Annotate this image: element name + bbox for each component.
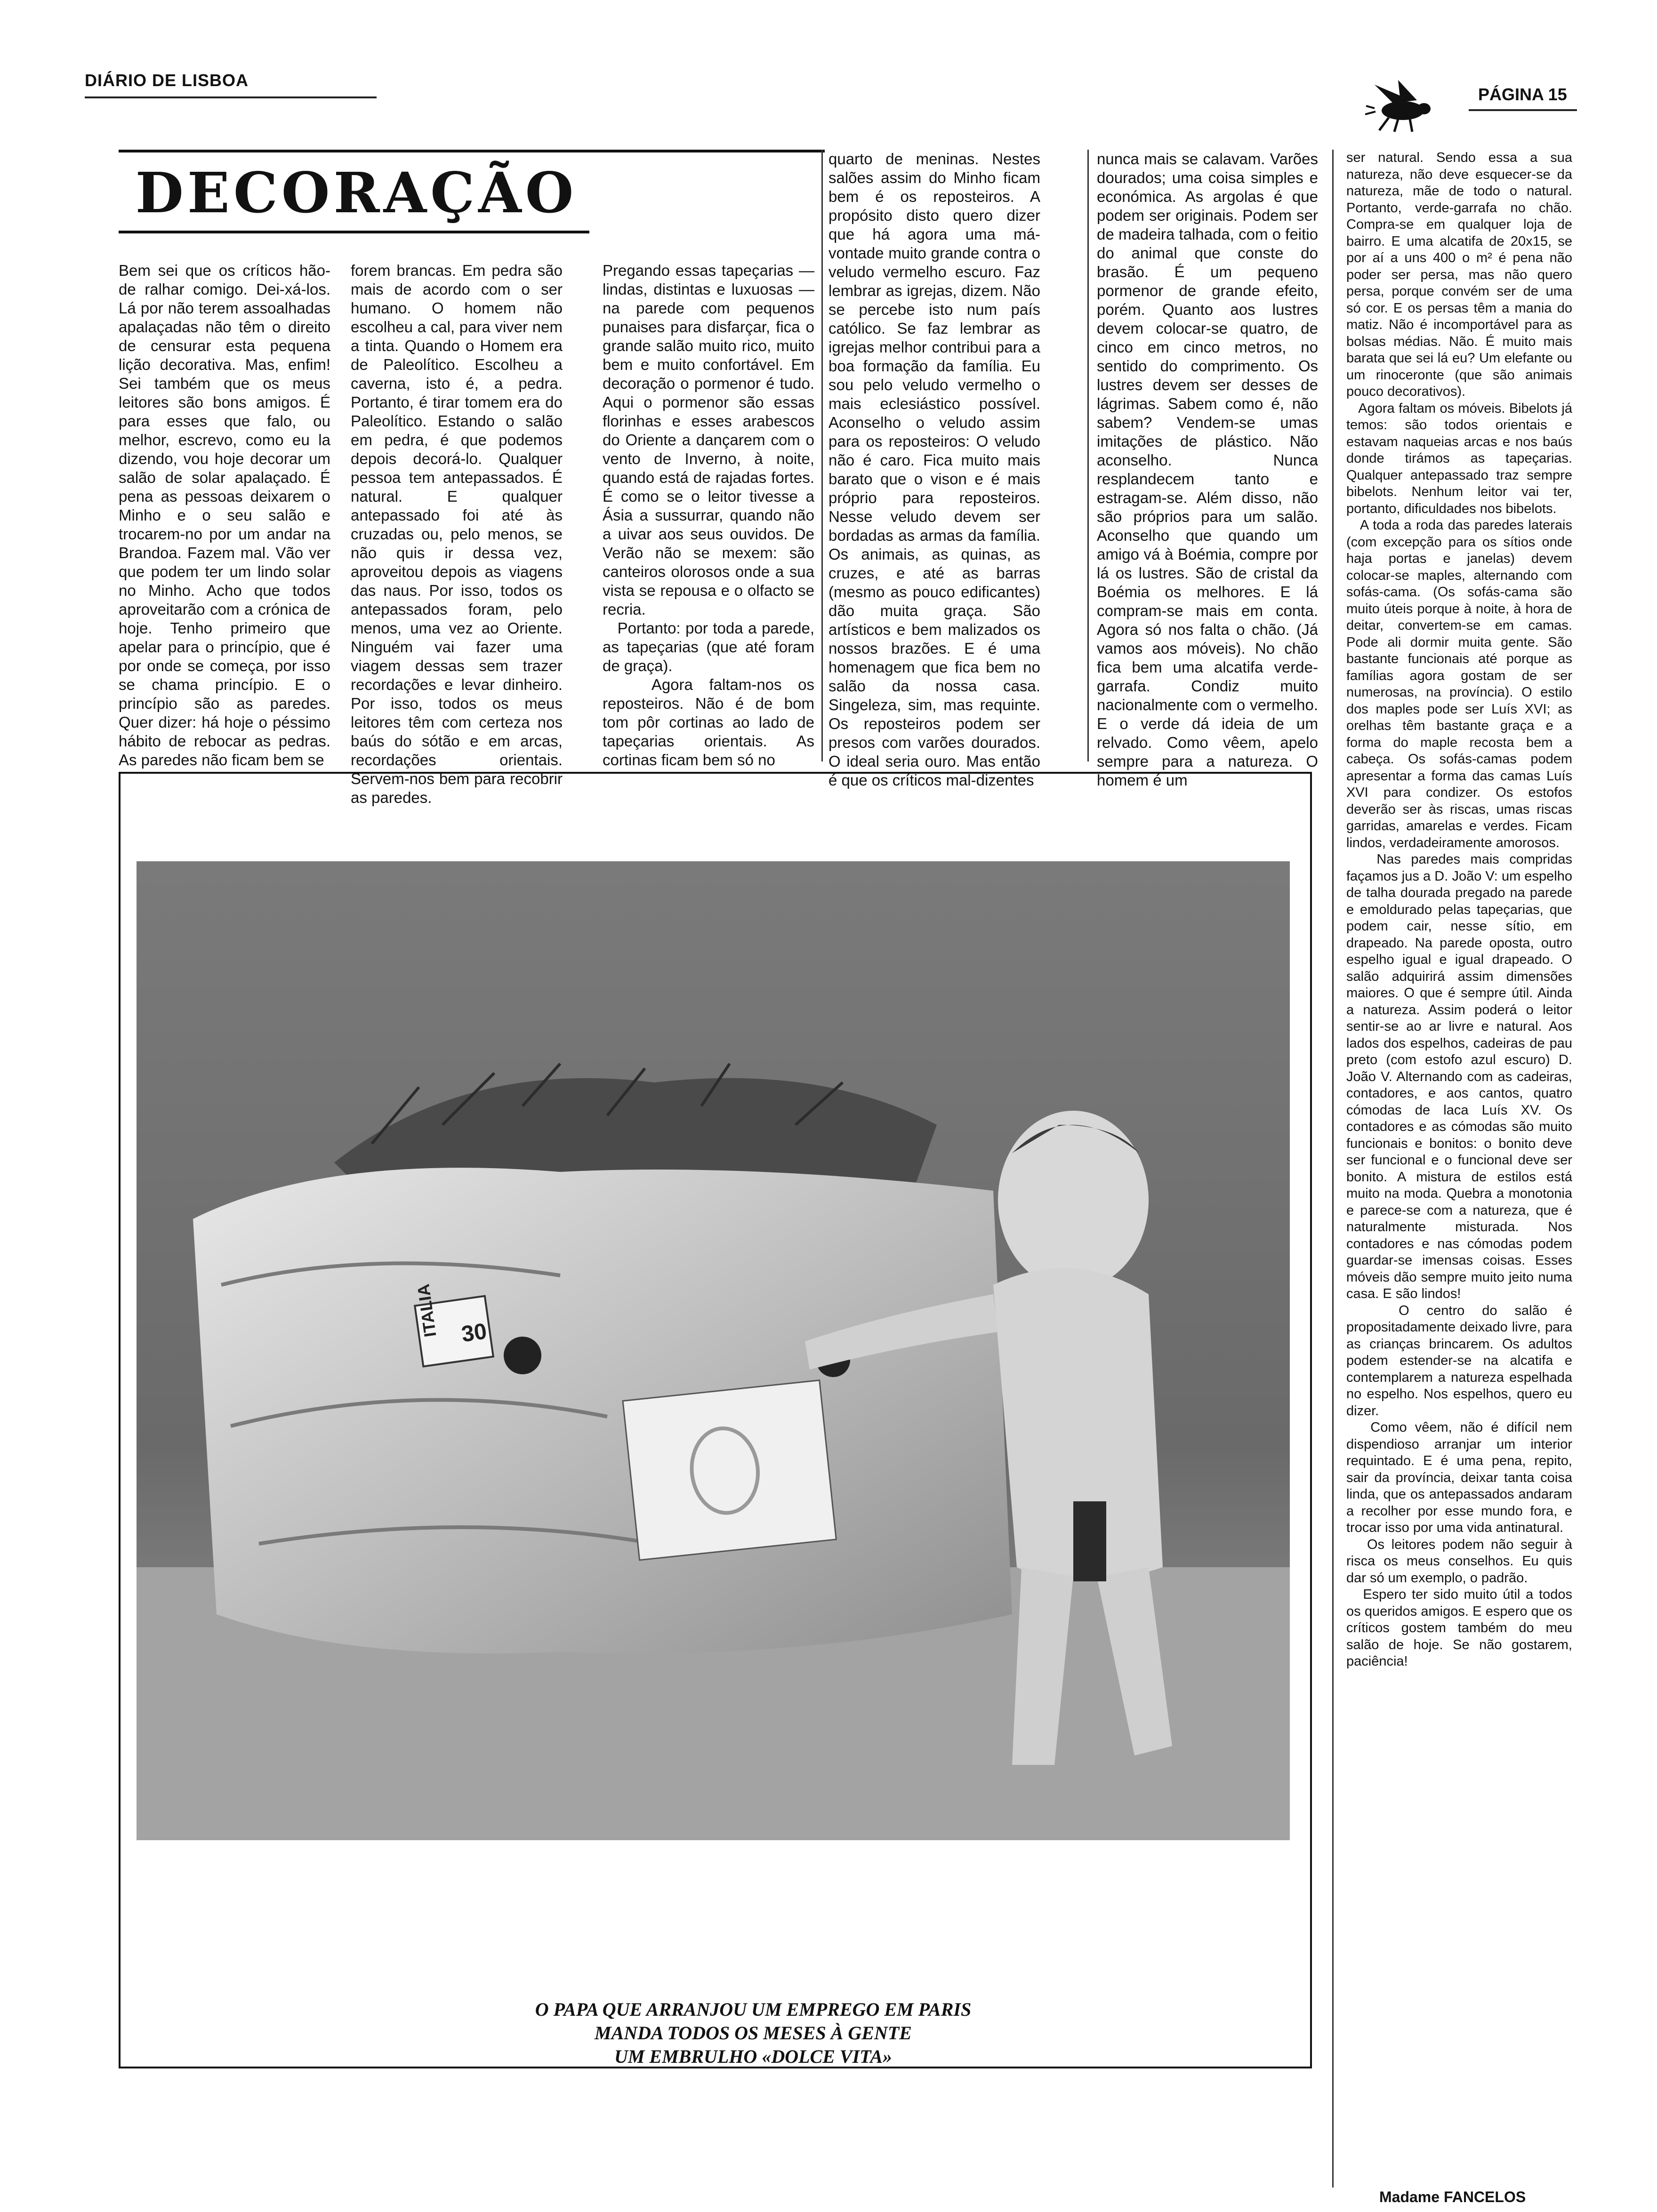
photograph-child-with-package (137, 861, 1290, 1840)
caption-line: MANDA TODOS OS MESES À GENTE (595, 2022, 912, 2044)
package-label: ITALIA (413, 1282, 440, 1338)
title-rule-top (119, 150, 825, 152)
page-rule (1469, 109, 1577, 111)
caption-line: O PAPA QUE ARRANJOU UM EMPREGO EM PARIS (535, 1999, 972, 2020)
column-rule (1087, 150, 1089, 761)
page-number: PÁGINA 15 (1478, 85, 1567, 104)
package-tag: 30 (460, 1319, 489, 1347)
caption-line: UM EMBRULHO «DOLCE VITA» (614, 2046, 893, 2067)
article-column-5: nunca mais se calavam. Varões dourados; uma coisa simples e económica. As argolas é que podem ser originais. Podem ser de madeira talhada, com o feitio do animal que conste do brasão. É um pequeno pormenor de grande efeito, porém. Quanto aos lustres devem colocar-se quatro, de cinco em cinco metros, no sentido do comprimento. Os lustres devem ser desses de lágrimas. Sabem como é, não sabem? Vendem-se umas imitações de plástico. Não aconselho. Nunca resplandecem tanto e estragam-se. Além disso, não são próprios para um salão. Aconselho que quando um amigo vá à Boémia, compre por lá os lustres. São de cristal da Boémia os melhores. E lá compram-se mais em conta. Agora só nos falta o chão. (Já vamos aos móveis). No chão fica bem uma alcatifa verde-garrafa. Condiz muito nacionalmente com o vermelho. E o verde dá ideia de um relvado. Como vêem, apelo sempre para a natureza. O homem é um (1097, 150, 1323, 789)
article-column-3: Pregando essas tapeçarias — lindas, distintas e luxuosas — na parede com pequenos punaises para disfarçar, fica o grande salão muito rico, muito bem e muito confortável. Em decoração o pormenor é tudo. Aqui o pormenor são essas florinhas e esses arabescos do Oriente a dançarem com o vento de Inverno, à noite, quando está de rajadas fortes. É como se o leitor tivesse a Ásia a sussurrar, quando não a uivar aos seus ouvidos. De Verão não se mexem: são canteiros olorosos onde a sua vista se repousa e o olfacto se recria. Portanto: por toda a parede, as tapeçarias (que até foram de graça). Agora faltam-nos os reposteiros. Não é de bom tom pôr cortinas ao lado de tapeçarias orientais. As cortinas ficam bem só no (603, 262, 814, 769)
title-rule-bottom (119, 231, 589, 233)
newspaper-name: DIÁRIO DE LISBOA (85, 71, 249, 90)
fly-icon (1365, 78, 1440, 134)
masthead-rule (85, 96, 377, 98)
column-rule (821, 150, 823, 761)
photo-caption (471, 1998, 1036, 2068)
article-column-6: ser natural. Sendo essa a sua natureza, não deve esquecer-se da natureza, mãe de todo o natural. Portanto, verde-garrafa no chão. Compra-se em qualquer loja de bairro. E uma alcatifa de 20x15, se por aí a uns 400 o m² é pena não poder ser persa, mas não quero persa, porque convém ser de uma só cor. E os persas têm a mania do matiz. Não é incomportável para as bolsas médias. Não. É muito mais barata que sei lá eu? Um elefante ou um rinoceronte (que são animais pouco decorativos). Agora faltam os móveis. Bibelots já temos: são todos orientais e estavam naqueias arcas e nos baús donde tirámos as tapeçarias. Qualquer antepassado traz sempre bibelots. Nenhum leitor vai ter, portanto, dificuldades nos bibelots. A toda a roda das paredes laterais (com excepção para os sítios onde haja portas e janelas) devem colocar-se maples, alternando com sofás-cama. (Os sofás-cama são muito úteis porque à noite, à hora de deitar, convertem-se em camas. Pode ali dormir muita gente. São bastante funcionais até porque as famílias agora gostam de ser numerosas, na província). O estilo dos maples pode ser Luís XVI; as orelhas têm bastante graça e a forma do maple recosta bem a cabeça. Os sofás-camas podem apresentar a forma das camas Luís XVI para condizer. Os estofos deverão ser às riscas, umas riscas garridas, amarelas e verdes. Ficam lindos, verdadeiramente amorosos. Nas paredes mais compridas façamos jus a D. João V: um espelho de talha dourada pregado na parede e emoldurado pelas tapeçarias, que podem cair, nesse sítio, em drapeado. Na parede oposta, outro espelho igual e igual drapeado. O salão adquirirá assim dimensões maiores. O que é sempre útil. Ainda a natureza. Assim poderá o leitor sentir-se ao ar livre e natural. Aos lados dos espelhos, cadeiras de pau preto (com estofo azul escuro) D. João V. Alternando com as cadeiras, contadores, e aos cantos, quatro cómodas de laca Luís XV. Os contadores e as cómodas são muito funcionais e bonitos: o bonito deve ser funcional e o funcional deve ser bonito. A mistura de estilos está muito na moda. Quebra a monotonia e parece-se com a natureza, que é naturalmente misturada. Nos contadores e nas cómodas podem guardar-se imensas coisas. Esses móveis dão sempre muito jeito numa casa. E são lindos! O centro do salão é propositadamente deixado livre, para as crianças brincarem. Os adultos podem estender-se na alcatifa e contemplarem a natureza espelhada no espelho. Nos espelhos, quero eu dizer. Como vêem, não é difícil nem dispendioso arranjar um interior requintado. E é uma pena, repito, sair da província, deixar tanta coisa linda, que os antepassados andaram a recolher por esse mundo fora, e trocar isso por uma vida antinatural. Os leitores podem não seguir à risca os meus conselhos. Eu quis dar só um exemplo, o padrão. Espero ter sido muito útil a todos os queridos amigos. E espero que os críticos gostem também do meu salão de hoje. Se não gostarem, paciência! (1346, 150, 1573, 1669)
article-column-1: Bem sei que os críticos hão-de ralhar comigo. Dei-xá-los. Lá por não terem assoalhadas apalaçadas não têm o direito de censurar esta pequena lição decorativa. Mas, enfim! Sei também que os meus leitores são bons amigos. É para esses que falo, ou melhor, escrevo, como eu la dizendo, vou hoje decorar um salão de solar apalaçado. É pena as pessoas deixarem o Minho e o seu salão e trocarem-no por um andar na Brandoa. Fazem mal. Vão ver que podem ter um lindo solar no Minho. Acho que todos aproveitarão com a crónica de hoje. Tenho primeiro que apelar para o princípio, que é por onde se começa, por isso se chama princípio. E o princípio são as paredes. Quer dizer: há hoje o péssimo hábito de rebocar as pedras. As paredes não ficam bem se (119, 262, 335, 769)
column-rule (1332, 150, 1334, 2188)
author-signature: Madame FANCELOS (1379, 2188, 1526, 2205)
article-column-4: quarto de meninas. Nestes salões assim do Minho ficam bem é os reposteiros. A propósito disto quero dizer que há agora uma má-vontade muito grande contra o veludo vermelho escuro. Faz lembrar as igrejas, dizem. Não se percebe isto num país católico. Se faz lembrar as igrejas melhor contribui para a boa formação da família. Eu sou pelo veludo vermelho o mais eclesiástico possível. Aconselho o veludo assim para os reposteiros: O veludo não é caro. Fica muito mais barato que o vison e é mais próprio para reposteiros. Nesse veludo devem ser bordadas as armas da família. Os animais, as quinas, as cruzes, e até as barras (mesmo as pouco edificantes) dão muita graça. São artísticos e bem malizados os nossos brazões. E é uma homenagem que fica bem no salão da nossa casa. Singeleza, sim, mas requinte. Os reposteiros podem ser presos com varões dourados. O ideal seria ouro. Mas então é que os críticos mal-dizentes (828, 150, 1045, 789)
article-title: DECORAÇÃO (135, 160, 578, 225)
article-column-2: forem brancas. Em pedra são mais de acordo com o ser humano. O homem não escolheu a cal, para viver nem a tinta. Quando o Homem era de Paleolítico. Escolheu a caverna, isto é, a pedra. Portanto, é tirar tomem era do Paleolítico. Estando o salão em pedra, é que podemos depois decorá-lo. Qualquer pessoa tem antepassados. É natural. E qualquer antepassado foi até às cruzadas ou, pelo menos, se não quis ir dessa vez, aproveitou depois as viagens das naus. Por isso, todos os antepassados foram, pelo menos, uma vez ao Oriente. Ninguém vai fazer uma viagem dessas sem trazer recordações e levar dinheiro. Por isso, todos os meus leitores têm com certeza nos baús do sótão e em arcas, recordações orientais. Servem-nos bem para recobrir as paredes. (351, 262, 567, 806)
